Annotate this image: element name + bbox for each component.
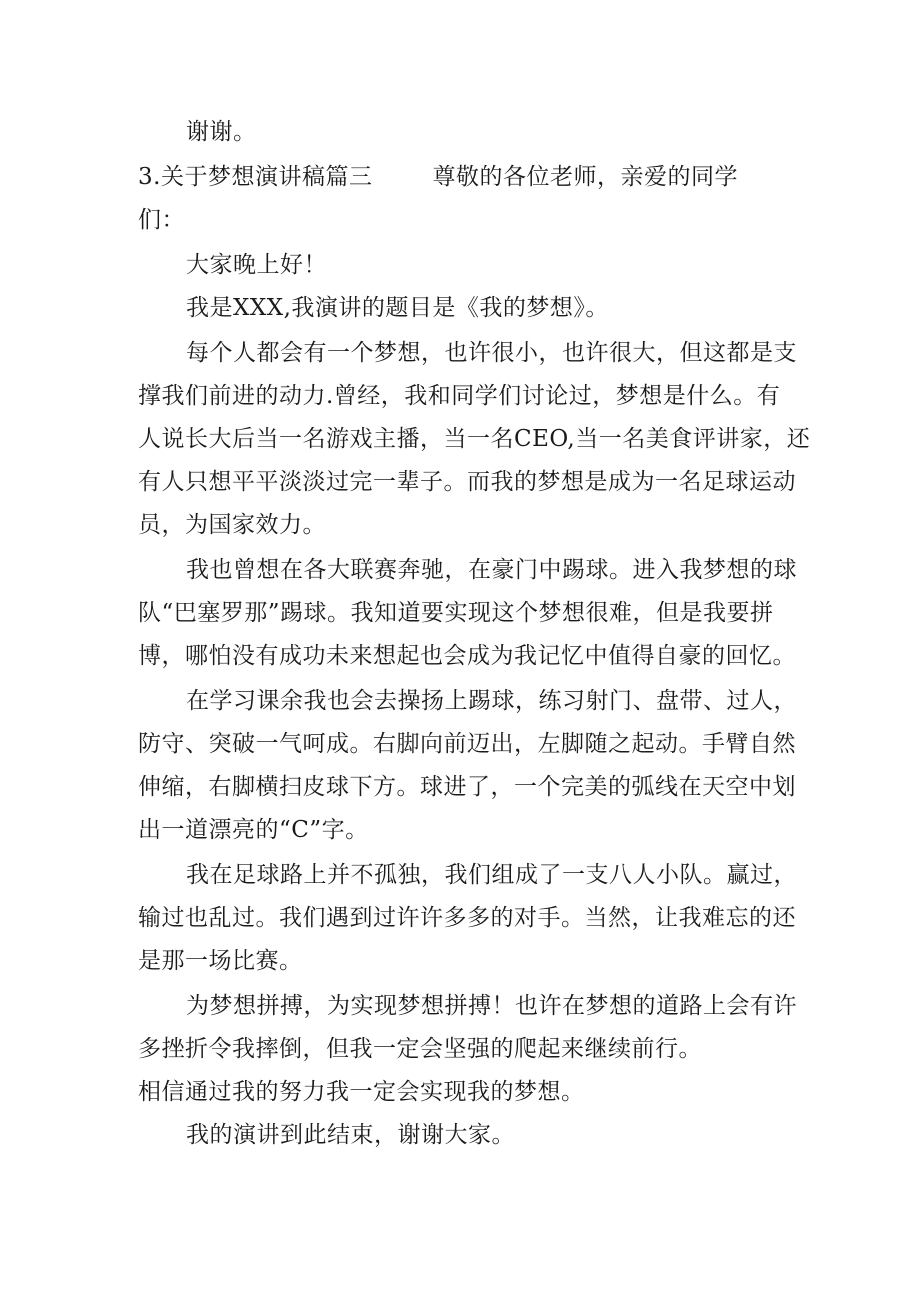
closing-text: 我的演讲到此结束，谢谢大家。	[186, 1122, 515, 1148]
closing-previous-text: 谢谢。	[186, 119, 257, 145]
greeting-text: 大家晚上好！	[186, 252, 327, 278]
heading-number: 3	[138, 164, 154, 190]
paragraph-line: 在学习课余我也会去操扬上踢球，练习射门、盘带、过人，	[186, 688, 797, 714]
paragraph-line: 出一道漂亮的“C”字。	[138, 817, 369, 843]
paragraph-line: 为梦想拼搏，为实现梦想拼搏！也许在梦想的道路上会有许	[186, 993, 797, 1019]
paragraph-line: 我也曾想在各大联赛奔驰，在豪门中踢球。进入我梦想的球	[186, 557, 797, 583]
paragraph-line: 是那一场比赛。	[138, 948, 303, 974]
paragraph-line: 博，哪怕没有成功未来想起也会成为我记忆中值得自豪的回忆。	[138, 643, 796, 669]
section-heading	[138, 160, 738, 194]
heading-title: .关于梦想演讲稿篇三	[153, 164, 373, 190]
paragraph-line: 多挫折令我摔倒，但我一定会坚强的爬起来继续前行。	[138, 1036, 702, 1062]
paragraph-line: 输过也乱过。我们遇到过许许多多的对手。当然，让我难忘的还	[138, 905, 796, 931]
paragraph-line: 人说长大后当一名游戏主播，当一名CEO,当一名美食评讲家，还	[138, 426, 811, 452]
salutation-text: 尊敬的各位老师，亲爱的同学	[432, 164, 738, 190]
paragraph-line: 每个人都会有一个梦想，也许很小，也许很大，但这都是支	[186, 340, 797, 366]
paragraph-line: 我在足球路上并不孤独，我们组成了一支八人小队。赢过，	[186, 862, 797, 888]
paragraph-line: 伸缩，右脚横扫皮球下方。球进了，一个完美的弧线在天空中划	[138, 774, 796, 800]
paragraph-line: 队“巴塞罗那”踢球。我知道要实现这个梦想很难，但是我要拼	[138, 600, 774, 626]
paragraph-line: 相信通过我的努力我一定会实现我的梦想。	[138, 1079, 585, 1105]
salutation-continuation: 们：	[138, 207, 185, 233]
paragraph-line: 防守、突破一气呵成。右脚向前迈出，左脚随之起动。手臂自然	[138, 731, 796, 757]
paragraph-line: 撑我们前进的动力.曾经，我和同学们讨论过，梦想是什么。有	[138, 383, 781, 409]
intro-text: 我是XXX,我演讲的题目是《我的梦想》。	[186, 295, 609, 321]
paragraph-line: 员，为国家效力。	[138, 512, 326, 538]
paragraph-line: 有人只想平平淡淡过完一辈子。而我的梦想是成为一名足球运动	[138, 469, 796, 495]
